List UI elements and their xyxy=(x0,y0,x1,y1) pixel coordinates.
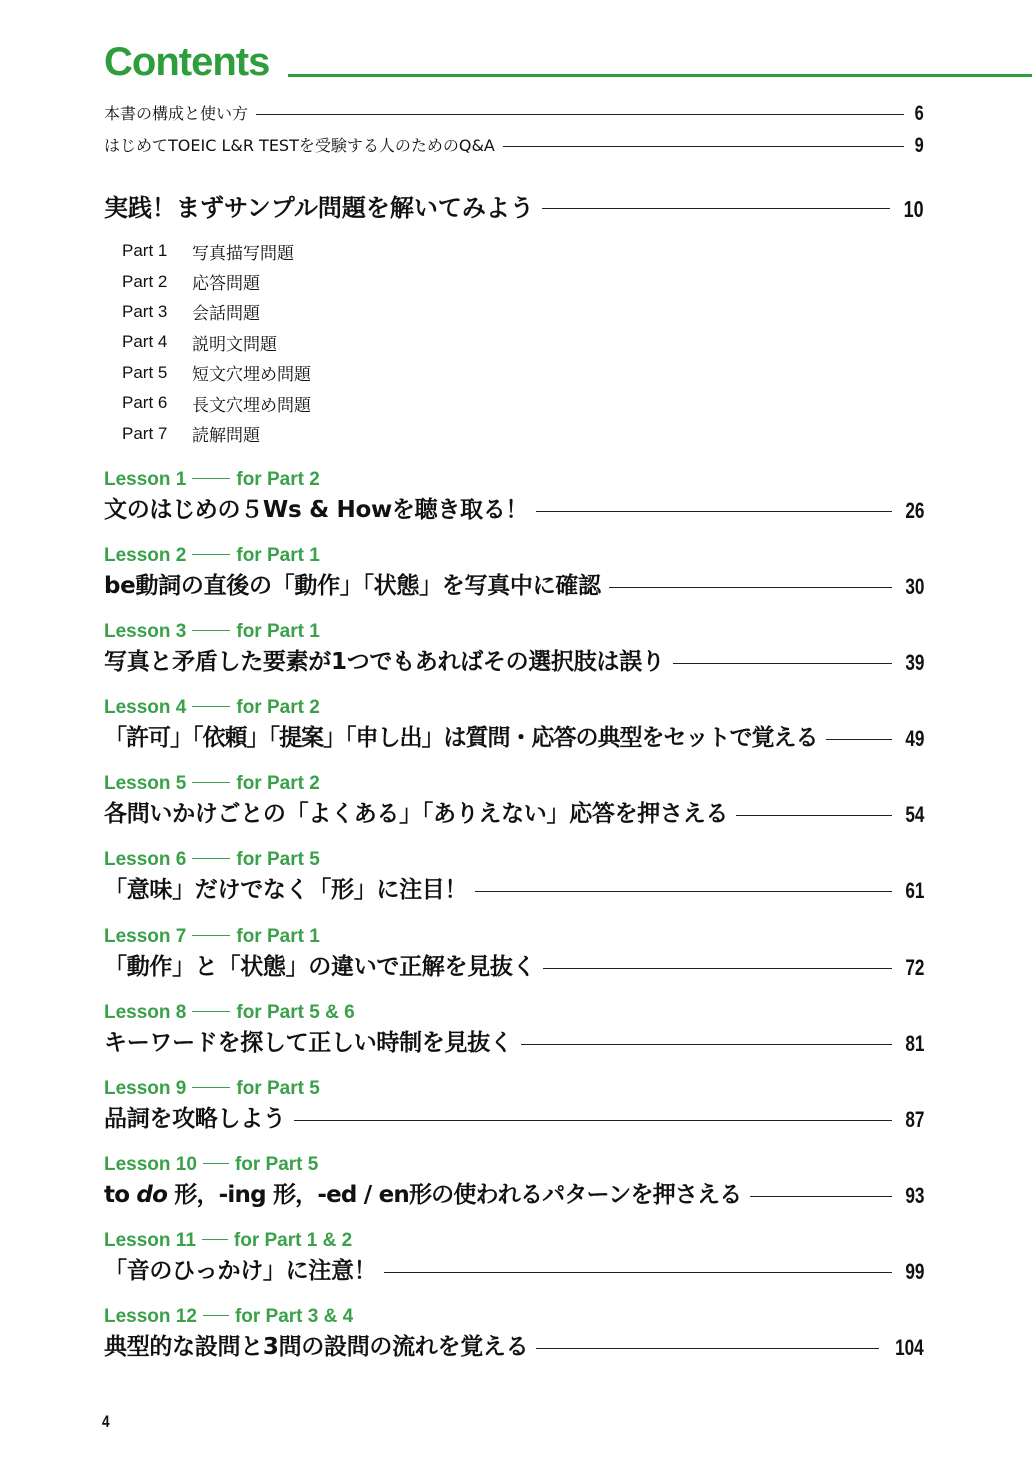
toc-page-number: 6 xyxy=(914,102,924,125)
part-number: Part 5 xyxy=(122,362,168,382)
leader-line xyxy=(609,587,892,588)
leader-line xyxy=(750,1196,892,1197)
part-title: 長文穴埋め問題 xyxy=(192,395,311,416)
lesson-tag xyxy=(104,925,320,949)
lesson-tag xyxy=(104,1153,318,1177)
lesson-number: Lesson 4 xyxy=(104,697,187,718)
toc-lesson-1[interactable] xyxy=(104,468,924,538)
lesson-title-italic: do xyxy=(136,1182,168,1208)
leader-line xyxy=(736,815,891,816)
lesson-number: Lesson 6 xyxy=(104,849,187,870)
part-title: 写真描写問題 xyxy=(192,243,294,264)
leader-line xyxy=(826,739,892,740)
list-item xyxy=(122,327,522,357)
toc-page-number: 61 xyxy=(904,878,924,903)
toc-lesson-8[interactable] xyxy=(104,1001,924,1071)
leader-line xyxy=(521,1044,892,1045)
lesson-title: 文のはじめの５Ws & Howを聴き取る！ xyxy=(104,497,529,523)
lesson-title: 写真と矛盾した要素が1つでもあればその選択肢は誤り xyxy=(104,649,665,675)
lesson-target: for Part 5 xyxy=(234,1154,319,1175)
lesson-tag xyxy=(104,848,320,872)
toc-lesson-9[interactable] xyxy=(104,1077,924,1147)
toc-lesson-2[interactable] xyxy=(104,544,924,614)
lesson-title: 「音のひっかけ」に注意！ xyxy=(104,1258,377,1284)
tag-dash xyxy=(192,478,230,479)
toc-page-number: 93 xyxy=(904,1183,924,1208)
toc-page-number: 54 xyxy=(904,802,924,827)
lesson-title: 「許可」「依頼」「提案」「申し出」は質問・応答の典型をセットで覚える xyxy=(104,725,818,751)
lesson-target: for Part 2 xyxy=(236,773,320,794)
leader-line xyxy=(294,1120,892,1121)
lesson-number: Lesson 11 xyxy=(104,1230,196,1251)
lesson-title: 「動作」と「状態」の違いで正解を見抜く xyxy=(104,954,536,980)
lesson-tag xyxy=(104,772,320,796)
lesson-number: Lesson 10 xyxy=(104,1154,197,1175)
list-item xyxy=(122,358,522,388)
part-title: 応答問題 xyxy=(192,274,260,295)
lesson-target: for Part 2 xyxy=(236,697,320,718)
leader-line xyxy=(475,891,891,892)
toc-entry-label: 実践！まずサンプル問題を解いてみよう xyxy=(104,194,534,222)
page-number: 4 xyxy=(102,1412,110,1431)
lesson-tag xyxy=(104,468,320,492)
lesson-number: Lesson 12 xyxy=(104,1306,197,1327)
toc-page-number: 26 xyxy=(904,498,924,523)
toc-lesson-12[interactable] xyxy=(104,1305,924,1375)
part-number: Part 6 xyxy=(122,393,168,413)
leader-line xyxy=(673,663,892,664)
lesson-title: 「意味」だけでなく「形」に注目！ xyxy=(104,877,468,903)
lesson-tag xyxy=(104,1001,355,1025)
tag-dash xyxy=(192,1087,230,1088)
lesson-target: for Part 2 xyxy=(236,469,320,490)
toc-entry-how-to-use[interactable] xyxy=(104,103,924,125)
tag-dash xyxy=(192,706,230,707)
leader-line xyxy=(503,146,904,147)
lesson-target: for Part 5 xyxy=(236,849,320,870)
page-title: Contents xyxy=(104,40,270,84)
tag-dash xyxy=(192,858,230,859)
toc-entry-sample-questions[interactable] xyxy=(104,192,924,224)
part-title: 短文穴埋め問題 xyxy=(192,365,311,386)
lesson-title: 典型的な設問と3問の設問の流れを覚える xyxy=(104,1334,529,1360)
part-title: 会話問題 xyxy=(192,304,260,325)
leader-line xyxy=(543,968,891,969)
part-number: Part 7 xyxy=(122,423,168,443)
toc-lesson-11[interactable] xyxy=(104,1229,924,1299)
toc-page-number: 99 xyxy=(904,1259,924,1284)
list-item xyxy=(122,388,522,418)
toc-entry-label: 本書の構成と使い方 xyxy=(104,104,249,123)
list-item xyxy=(122,236,522,266)
toc-lesson-6[interactable] xyxy=(104,848,924,918)
lesson-title-prefix: to xyxy=(104,1182,137,1208)
leader-line xyxy=(384,1272,891,1273)
lesson-title: キーワードを探して正しい時制を見抜く xyxy=(104,1030,513,1056)
lesson-number: Lesson 3 xyxy=(104,621,187,642)
tag-dash xyxy=(192,1011,230,1012)
lesson-number: Lesson 8 xyxy=(104,1002,187,1023)
toc-page-number: 81 xyxy=(904,1031,924,1056)
part-number: Part 4 xyxy=(122,332,168,352)
tag-dash xyxy=(202,1239,228,1240)
lesson-target: for Part 1 xyxy=(236,926,320,947)
lesson-tag xyxy=(104,544,320,568)
lesson-title-suffix: 形，-ing 形，-ed / en形の使われるパターンを押さえる xyxy=(167,1182,742,1208)
lesson-tag xyxy=(104,1305,353,1329)
part-number: Part 1 xyxy=(122,241,168,261)
toc-lesson-7[interactable] xyxy=(104,925,924,995)
lesson-tag xyxy=(104,696,320,720)
toc-lesson-10[interactable] xyxy=(104,1153,924,1223)
lesson-target: for Part 1 xyxy=(236,545,320,566)
part-title: 読解問題 xyxy=(192,426,260,447)
lesson-target: for Part 5 & 6 xyxy=(236,1002,355,1023)
leader-line xyxy=(536,511,891,512)
toc-page-number: 30 xyxy=(904,574,924,599)
list-item xyxy=(122,418,522,448)
toc-page-number: 9 xyxy=(914,134,924,157)
leader-line xyxy=(256,114,904,115)
toc-lesson-5[interactable] xyxy=(104,772,924,842)
lesson-title: 品詞を攻略しよう xyxy=(104,1106,286,1132)
tag-dash xyxy=(192,935,230,936)
list-item xyxy=(122,266,522,296)
toc-page-number: 104 xyxy=(895,1335,924,1360)
tag-dash xyxy=(203,1163,229,1164)
tag-dash xyxy=(203,1315,229,1316)
toc-entry-label: はじめてTOEIC L&R TESTを受験する人のためのQ&A xyxy=(104,136,495,155)
toc-page-number: 10 xyxy=(904,196,924,222)
lesson-number: Lesson 2 xyxy=(104,545,187,566)
lesson-title: be動詞の直後の「動作」「状態」を写真中に確認 xyxy=(104,573,601,599)
toc-page-number: 49 xyxy=(904,726,924,751)
toc-entry-qa[interactable] xyxy=(104,135,924,157)
lesson-number: Lesson 9 xyxy=(104,1078,187,1099)
part-title: 説明文問題 xyxy=(192,334,277,355)
lesson-tag xyxy=(104,1229,352,1253)
lesson-target: for Part 3 & 4 xyxy=(234,1306,354,1327)
leader-line xyxy=(542,208,891,209)
toc-page-number: 72 xyxy=(904,955,924,980)
lesson-target: for Part 5 xyxy=(236,1078,320,1099)
lesson-number: Lesson 1 xyxy=(104,469,187,490)
toc-page-number: 87 xyxy=(904,1107,924,1132)
lesson-title: 各問いかけごとの「よくある」「ありえない」応答を押さえる xyxy=(104,801,729,827)
lesson-number: Lesson 7 xyxy=(104,926,187,947)
part-number: Part 2 xyxy=(122,271,168,291)
tag-dash xyxy=(192,782,230,783)
toc-lesson-3[interactable] xyxy=(104,620,924,690)
lesson-tag xyxy=(104,620,320,644)
toc-page-number: 39 xyxy=(904,650,924,675)
tag-dash xyxy=(192,554,230,555)
contents-header xyxy=(104,40,1032,84)
lesson-number: Lesson 5 xyxy=(104,773,187,794)
lesson-tag xyxy=(104,1077,320,1101)
list-item xyxy=(122,297,522,327)
toc-lesson-4[interactable] xyxy=(104,696,924,766)
title-rule xyxy=(288,74,1032,77)
leader-line xyxy=(536,1348,879,1349)
lesson-target: for Part 1 xyxy=(236,621,320,642)
part-number: Part 3 xyxy=(122,301,168,321)
tag-dash xyxy=(192,630,230,631)
lesson-target: for Part 1 & 2 xyxy=(233,1230,353,1251)
parts-list xyxy=(122,236,522,449)
lesson-title xyxy=(104,1177,742,1213)
